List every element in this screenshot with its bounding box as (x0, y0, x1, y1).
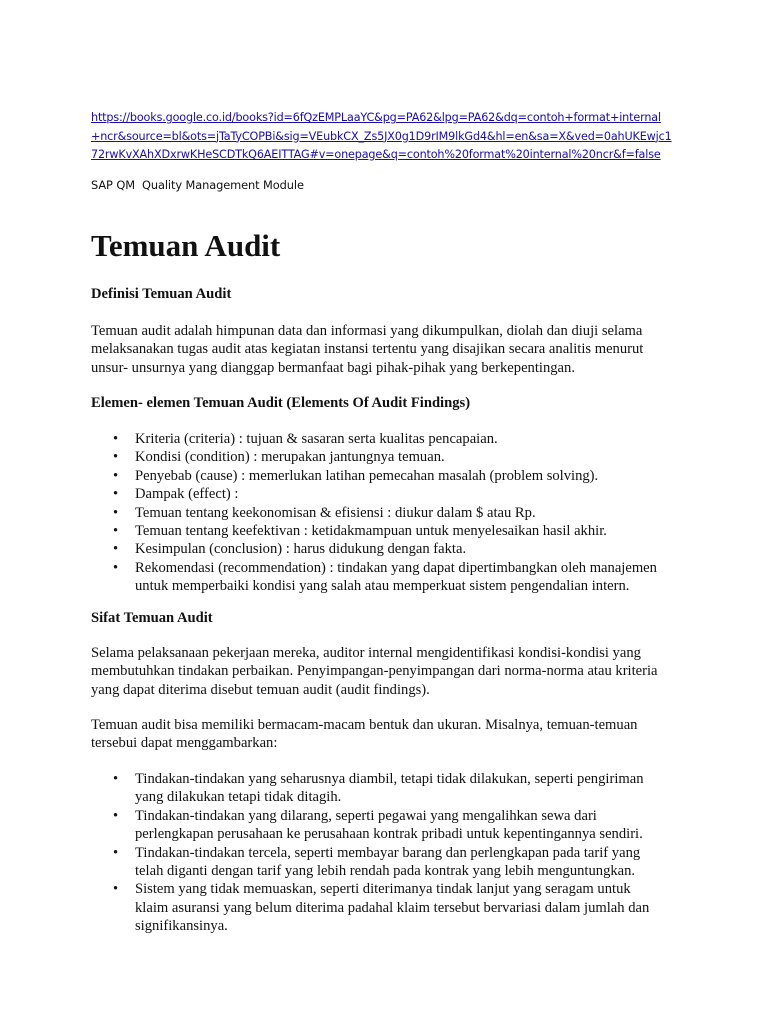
list-item-text: Rekomendasi (recommendation) : tindakan yang dapat dipertimbangkan oleh manajemen (135, 559, 657, 576)
module-caption: SAP QM Quality Management Module (91, 178, 304, 192)
paragraph-line: yang dapat diterima disebut temuan audit (audit findings). (91, 681, 430, 698)
source-link[interactable] (91, 109, 691, 165)
list-item (91, 559, 711, 596)
list-item-text: signifikansinya. (135, 918, 228, 935)
paragraph-line: melaksanakan tugas audit atas kegiatan instansi tertentu yang disajikan secara analitis menurut (91, 341, 644, 358)
bullet-icon: • (113, 449, 119, 466)
bullet-icon: • (113, 807, 119, 824)
list-item-text: untuk memperbaiki kondisi yang salah atau memperkuat sistem pengendalian intern. (135, 578, 630, 595)
list-item-text: Tindakan-tindakan yang dilarang, seperti pegawai yang mengalihkan sewa dari (135, 807, 597, 824)
list-item (91, 522, 711, 540)
paragraph-line: unsur- unsurnya yang dianggap bermanfaat bagi pihak-pihak yang berkepentingan. (91, 359, 575, 376)
list-item (91, 880, 711, 935)
list-item (91, 844, 711, 881)
list-item-text: Temuan tentang keekonomisan & efisiensi : diukur dalam $ atau Rp. (135, 504, 536, 521)
list-item-text: Tindakan-tindakan yang seharusnya diambil, tetapi tidak dilakukan, seperti pengiriman (135, 771, 644, 787)
bullet-icon: • (113, 559, 119, 576)
list-item (91, 807, 711, 844)
list-item-text: Kondisi (condition) : merupakan jantungnya temuan. (135, 449, 445, 466)
bullet-icon: • (113, 881, 119, 898)
nature-paragraph-2 (91, 716, 691, 753)
bullet-icon: • (113, 486, 119, 503)
bullet-icon: • (113, 541, 119, 558)
list-item-text: klaim asuransi yang belum diterima padahal klaim tersebut bervariasi dalam jumlah dan (135, 899, 650, 916)
list-item-text: perlengkapan perusahaan ke perusahaan kontrak pribadi untuk kepentingannya sendiri. (135, 826, 643, 843)
list-item (91, 430, 711, 448)
paragraph-line: Selama pelaksanaan pekerjaan mereka, auditor internal mengidentifikasi kondisi-kondisi yang (91, 645, 641, 661)
findings-list (91, 770, 711, 936)
definition-paragraph (91, 322, 691, 377)
list-item (91, 504, 711, 522)
nature-paragraph-1 (91, 644, 691, 699)
bullet-icon: • (113, 771, 119, 787)
elements-heading: Elemen- elemen Temuan Audit (Elements Of Audit Findings) (91, 395, 471, 411)
list-item (91, 485, 711, 503)
elements-list (91, 430, 711, 596)
bullet-icon: • (113, 504, 119, 521)
paragraph-line: membutuhkan tindakan perbaikan. Penyimpangan-penyimpangan dari norma-norma atau kriteria (91, 663, 658, 680)
source-link-line[interactable]: 72rwKvXAhXDxrwKHeSCDTkQ6AEITTAG#v=onepage&q=contoh%20format%20internal%20ncr&f=false (91, 148, 661, 161)
list-item-text: Sistem yang tidak memuaskan, seperti diterimanya tindak lanjut yang seragam untuk (135, 881, 631, 898)
paragraph-line: Temuan audit bisa memiliki bermacam-macam bentuk dan ukuran. Misalnya, temuan-temuan (91, 717, 638, 733)
definition-heading: Definisi Temuan Audit (91, 286, 232, 302)
list-item-text: Kesimpulan (conclusion) : harus didukung dengan fakta. (135, 541, 467, 558)
list-item-text: Kriteria (criteria) : tujuan & sasaran serta kualitas pencapaian. (135, 431, 498, 447)
list-item (91, 540, 711, 558)
list-item (91, 448, 711, 466)
list-item (91, 770, 711, 807)
source-link-line[interactable]: https://books.google.co.id/books?id=6fQzEMPLaaYC&pg=PA62&lpg=PA62&dq=contoh+format+internal (91, 111, 661, 124)
source-link-line[interactable]: +ncr&source=bl&ots=jTaTyCOPBi&sig=VEubkCX_Zs5JX0g1D9rIM9lkGd4&hl=en&sa=X&ved=0ahUKEwjc1 (91, 129, 672, 143)
list-item (91, 467, 711, 485)
list-item-text: Dampak (effect) : (135, 486, 239, 503)
paragraph-line: tersebui dapat menggambarkan: (91, 735, 278, 752)
page-title: Temuan Audit (91, 228, 281, 263)
bullet-icon: • (113, 844, 119, 861)
list-item-text: Temuan tentang keefektivan : ketidakmampuan untuk menyelesaikan hasil akhir. (135, 523, 607, 540)
nature-heading: Sifat Temuan Audit (91, 610, 213, 626)
list-item-text: telah diganti dengan tarif yang lebih rendah pada kontrak yang lebih menguntungkan. (135, 863, 636, 880)
bullet-icon: • (113, 431, 119, 447)
bullet-icon: • (113, 523, 119, 540)
bullet-icon: • (113, 467, 119, 484)
list-item-text: Penyebab (cause) : memerlukan latihan pemecahan masalah (problem solving). (135, 467, 599, 484)
list-item-text: yang dilakukan tetapi tidak ditagih. (135, 789, 342, 806)
paragraph-line: Temuan audit adalah himpunan data dan informasi yang dikumpulkan, diolah dan diuji selama (91, 323, 643, 339)
list-item-text: Tindakan-tindakan tercela, seperti membayar barang dan perlengkapan pada tarif yang (135, 844, 641, 861)
